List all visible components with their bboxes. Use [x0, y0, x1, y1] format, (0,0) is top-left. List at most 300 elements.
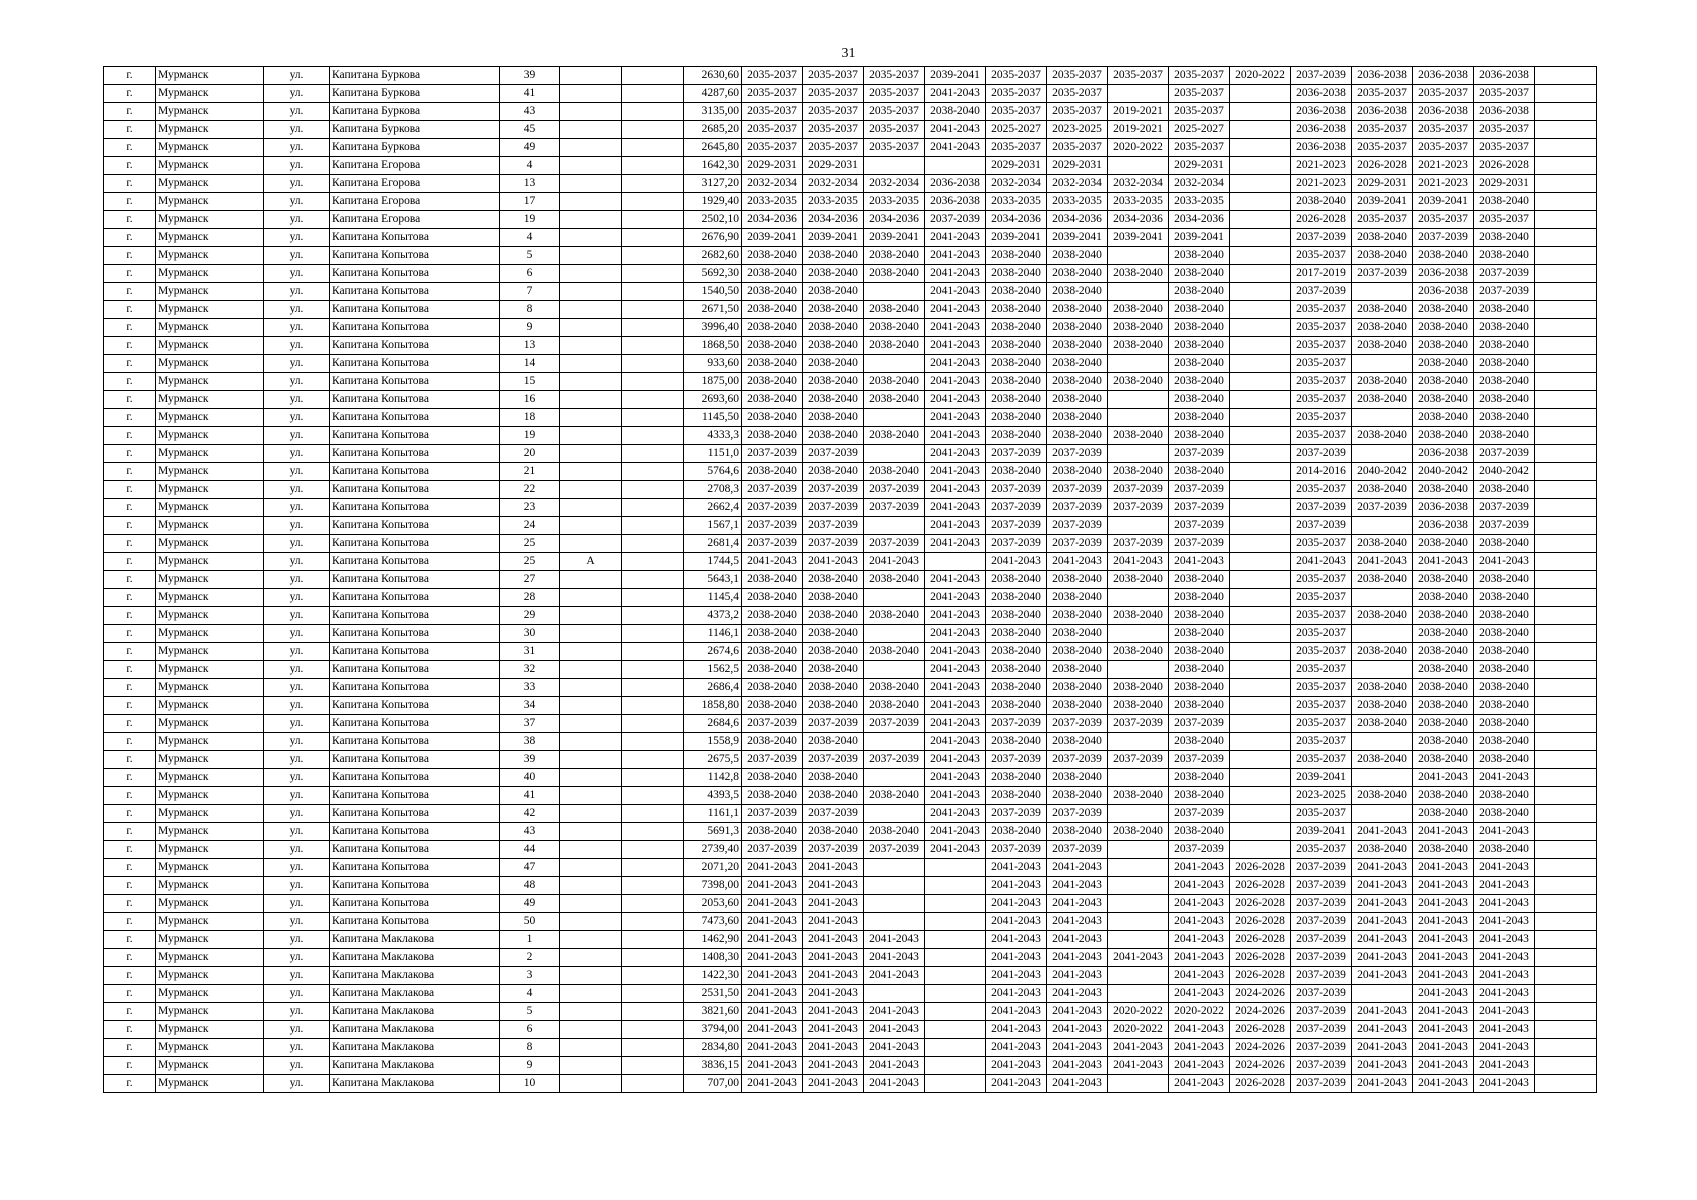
repair-period-cell: 2041-2043: [986, 1057, 1047, 1075]
table-row: [104, 661, 1597, 679]
house-number-cell: 45: [500, 121, 560, 139]
repair-period-cell: 2038-2040: [1474, 193, 1535, 211]
repair-period-cell: 2037-2039: [1352, 499, 1413, 517]
repair-period-cell: 2038-2040: [1474, 697, 1535, 715]
table-row: [104, 967, 1597, 985]
repair-period-cell: 2035-2037: [864, 139, 925, 157]
trailing-empty-cell: [1535, 373, 1597, 391]
repair-period-cell: 2035-2037: [1169, 85, 1230, 103]
repair-period-cell: [1230, 571, 1291, 589]
repair-period-cell: 2036-2038: [1474, 67, 1535, 85]
trailing-empty-cell: [1535, 283, 1597, 301]
repair-period-cell: [925, 931, 986, 949]
repair-period-cell: 2035-2037: [803, 85, 864, 103]
repair-period-cell: 2038-2040: [803, 283, 864, 301]
repair-period-cell: [925, 895, 986, 913]
locality-type-cell: г.: [104, 337, 156, 355]
repair-period-cell: [864, 589, 925, 607]
repair-period-cell: 2038-2040: [1108, 463, 1169, 481]
repair-period-cell: 2035-2037: [1291, 805, 1352, 823]
repair-period-cell: [1352, 445, 1413, 463]
area-cell: 1145,50: [684, 409, 742, 427]
repair-period-cell: 2041-2043: [1047, 859, 1108, 877]
repair-period-cell: 2041-2043: [1413, 1039, 1474, 1057]
street-type-cell: ул.: [264, 355, 330, 373]
repair-period-cell: 2037-2039: [1291, 517, 1352, 535]
table-row: [104, 841, 1597, 859]
locality-type-cell: г.: [104, 931, 156, 949]
repair-period-cell: 2038-2040: [864, 373, 925, 391]
blank-cell: [622, 823, 684, 841]
repair-period-cell: 2041-2043: [803, 1021, 864, 1039]
street-name-cell: Капитана Буркова: [330, 67, 500, 85]
repair-period-cell: 2036-2038: [1291, 85, 1352, 103]
repair-period-cell: 2035-2037: [864, 67, 925, 85]
repair-period-cell: 2041-2043: [1047, 967, 1108, 985]
repair-period-cell: 2037-2039: [864, 481, 925, 499]
area-cell: 1642,30: [684, 157, 742, 175]
repair-period-cell: 2041-2043: [986, 1075, 1047, 1093]
repair-period-cell: 2041-2043: [742, 859, 803, 877]
repair-period-cell: [1352, 805, 1413, 823]
table-row: [104, 823, 1597, 841]
repair-period-cell: 2025-2027: [986, 121, 1047, 139]
locality-type-cell: г.: [104, 139, 156, 157]
repair-period-cell: [1108, 895, 1169, 913]
repair-period-cell: 2038-2040: [864, 607, 925, 625]
area-cell: 707,00: [684, 1075, 742, 1093]
repair-period-cell: 2038-2040: [1047, 643, 1108, 661]
repair-period-cell: 2038-2040: [1169, 589, 1230, 607]
house-number-cell: 31: [500, 643, 560, 661]
city-cell: Мурманск: [156, 391, 264, 409]
repair-period-cell: 2041-2043: [1413, 859, 1474, 877]
repair-period-cell: [1108, 85, 1169, 103]
house-number-cell: 39: [500, 751, 560, 769]
trailing-empty-cell: [1535, 751, 1597, 769]
trailing-empty-cell: [1535, 103, 1597, 121]
street-name-cell: Капитана Копытова: [330, 805, 500, 823]
house-number-cell: 5: [500, 1003, 560, 1021]
repair-period-cell: [1108, 157, 1169, 175]
table-row: [104, 913, 1597, 931]
street-type-cell: ул.: [264, 517, 330, 535]
building-letter-cell: [560, 859, 622, 877]
repair-period-cell: [1230, 139, 1291, 157]
table-row: [104, 715, 1597, 733]
building-letter-cell: [560, 409, 622, 427]
repair-period-cell: 2038-2040: [1169, 247, 1230, 265]
repair-period-cell: 2038-2040: [1474, 661, 1535, 679]
house-number-cell: 28: [500, 589, 560, 607]
city-cell: Мурманск: [156, 265, 264, 283]
trailing-empty-cell: [1535, 391, 1597, 409]
area-cell: 2676,90: [684, 229, 742, 247]
area-cell: 5764,6: [684, 463, 742, 481]
area-cell: 7398,00: [684, 877, 742, 895]
repair-period-cell: 2038-2040: [1352, 319, 1413, 337]
repair-period-cell: 2033-2035: [1169, 193, 1230, 211]
repair-period-cell: [1108, 589, 1169, 607]
street-type-cell: ул.: [264, 157, 330, 175]
repair-period-cell: 2038-2040: [742, 265, 803, 283]
repair-period-cell: 2038-2040: [742, 697, 803, 715]
repair-period-cell: 2026-2028: [1474, 157, 1535, 175]
street-name-cell: Капитана Копытова: [330, 715, 500, 733]
trailing-empty-cell: [1535, 859, 1597, 877]
house-number-cell: 8: [500, 1039, 560, 1057]
repair-period-cell: 2041-2043: [925, 427, 986, 445]
trailing-empty-cell: [1535, 427, 1597, 445]
repair-period-cell: 2029-2031: [1169, 157, 1230, 175]
repair-period-cell: 2038-2040: [1352, 679, 1413, 697]
repair-period-cell: 2038-2040: [1413, 589, 1474, 607]
area-cell: 1868,50: [684, 337, 742, 355]
repair-period-cell: 2037-2039: [1291, 877, 1352, 895]
repair-period-cell: 2029-2031: [986, 157, 1047, 175]
building-letter-cell: [560, 499, 622, 517]
building-letter-cell: [560, 103, 622, 121]
table-row: [104, 265, 1597, 283]
street-type-cell: ул.: [264, 499, 330, 517]
repair-period-cell: 2038-2040: [1474, 535, 1535, 553]
repair-period-cell: 2037-2039: [1047, 517, 1108, 535]
city-cell: Мурманск: [156, 121, 264, 139]
building-letter-cell: [560, 1021, 622, 1039]
trailing-empty-cell: [1535, 1003, 1597, 1021]
repair-period-cell: 2035-2037: [986, 85, 1047, 103]
blank-cell: [622, 769, 684, 787]
locality-type-cell: г.: [104, 895, 156, 913]
repair-period-cell: 2038-2040: [1047, 373, 1108, 391]
repair-period-cell: 2037-2039: [864, 715, 925, 733]
city-cell: Мурманск: [156, 715, 264, 733]
repair-period-cell: [1230, 607, 1291, 625]
repair-period-cell: 2038-2040: [1474, 481, 1535, 499]
repair-period-cell: 2038-2040: [1474, 733, 1535, 751]
repair-period-cell: 2029-2031: [742, 157, 803, 175]
area-cell: 1558,9: [684, 733, 742, 751]
repair-period-cell: 2035-2037: [1291, 481, 1352, 499]
repair-period-cell: 2038-2040: [1169, 391, 1230, 409]
repair-period-cell: 2041-2043: [925, 823, 986, 841]
repair-period-cell: 2038-2040: [1474, 355, 1535, 373]
repair-period-cell: 2038-2040: [1352, 607, 1413, 625]
repair-period-cell: 2041-2043: [986, 877, 1047, 895]
locality-type-cell: г.: [104, 967, 156, 985]
repair-period-cell: 2041-2043: [925, 733, 986, 751]
repair-period-cell: [864, 877, 925, 895]
blank-cell: [622, 859, 684, 877]
repair-period-cell: 2038-2040: [986, 661, 1047, 679]
repair-period-cell: [864, 661, 925, 679]
street-name-cell: Капитана Егорова: [330, 175, 500, 193]
repair-period-cell: 2037-2039: [1108, 499, 1169, 517]
repair-period-cell: 2041-2043: [986, 913, 1047, 931]
repair-period-cell: 2038-2040: [864, 301, 925, 319]
repair-period-cell: 2038-2040: [1047, 463, 1108, 481]
repair-period-cell: [1230, 391, 1291, 409]
trailing-empty-cell: [1535, 211, 1597, 229]
repair-period-cell: 2037-2039: [742, 517, 803, 535]
repair-period-cell: [925, 1057, 986, 1075]
repair-period-cell: 2038-2040: [986, 337, 1047, 355]
repair-period-cell: 2038-2040: [986, 679, 1047, 697]
building-letter-cell: [560, 175, 622, 193]
repair-period-cell: 2038-2040: [986, 391, 1047, 409]
repair-period-cell: 2034-2036: [1047, 211, 1108, 229]
repair-period-cell: 2038-2040: [742, 319, 803, 337]
house-number-cell: 34: [500, 697, 560, 715]
trailing-empty-cell: [1535, 175, 1597, 193]
repair-period-cell: 2035-2037: [1291, 589, 1352, 607]
repair-period-cell: 2038-2040: [742, 247, 803, 265]
locality-type-cell: г.: [104, 211, 156, 229]
repair-period-cell: 2041-2043: [1474, 895, 1535, 913]
locality-type-cell: г.: [104, 1021, 156, 1039]
repair-period-cell: 2037-2039: [1291, 229, 1352, 247]
repair-period-cell: 2041-2043: [925, 391, 986, 409]
repair-period-cell: 2038-2040: [1169, 265, 1230, 283]
building-letter-cell: [560, 679, 622, 697]
repair-period-cell: 2035-2037: [1474, 85, 1535, 103]
repair-period-cell: 2038-2040: [1169, 697, 1230, 715]
repair-period-cell: 2035-2037: [1169, 139, 1230, 157]
area-cell: 1929,40: [684, 193, 742, 211]
repair-period-cell: 2038-2040: [864, 679, 925, 697]
repair-period-cell: [925, 877, 986, 895]
repair-period-cell: 2039-2041: [803, 229, 864, 247]
repair-period-cell: 2037-2039: [742, 715, 803, 733]
blank-cell: [622, 265, 684, 283]
repair-period-cell: 2024-2026: [1230, 985, 1291, 1003]
city-cell: Мурманск: [156, 157, 264, 175]
repair-period-cell: 2036-2038: [925, 193, 986, 211]
city-cell: Мурманск: [156, 571, 264, 589]
repair-period-cell: 2037-2039: [986, 805, 1047, 823]
house-number-cell: 44: [500, 841, 560, 859]
repair-period-cell: 2037-2039: [1169, 499, 1230, 517]
table-row: [104, 985, 1597, 1003]
street-type-cell: ул.: [264, 445, 330, 463]
repair-period-cell: [1230, 427, 1291, 445]
repair-period-cell: 2041-2043: [925, 499, 986, 517]
repair-period-cell: [1230, 247, 1291, 265]
repair-period-cell: 2038-2040: [1413, 697, 1474, 715]
table-row: [104, 787, 1597, 805]
street-name-cell: Капитана Копытова: [330, 319, 500, 337]
repair-period-cell: 2041-2043: [864, 1057, 925, 1075]
repair-period-cell: 2037-2039: [1291, 949, 1352, 967]
area-cell: 2675,5: [684, 751, 742, 769]
repair-period-cell: [1108, 409, 1169, 427]
street-type-cell: ул.: [264, 1039, 330, 1057]
trailing-empty-cell: [1535, 733, 1597, 751]
repair-period-cell: [1352, 985, 1413, 1003]
table-row: [104, 1003, 1597, 1021]
building-letter-cell: [560, 139, 622, 157]
repair-period-cell: 2037-2039: [1169, 445, 1230, 463]
repair-period-cell: 2035-2037: [1291, 391, 1352, 409]
street-type-cell: ул.: [264, 895, 330, 913]
table-row: [104, 139, 1597, 157]
street-name-cell: Капитана Копытова: [330, 589, 500, 607]
city-cell: Мурманск: [156, 643, 264, 661]
house-number-cell: 41: [500, 787, 560, 805]
city-cell: Мурманск: [156, 427, 264, 445]
trailing-empty-cell: [1535, 463, 1597, 481]
locality-type-cell: г.: [104, 463, 156, 481]
repair-period-cell: 2037-2039: [742, 499, 803, 517]
repair-period-cell: 2035-2037: [1291, 427, 1352, 445]
street-type-cell: ул.: [264, 1003, 330, 1021]
city-cell: Мурманск: [156, 859, 264, 877]
repair-period-cell: 2038-2040: [1352, 427, 1413, 445]
repair-period-cell: [1230, 517, 1291, 535]
street-type-cell: ул.: [264, 481, 330, 499]
repair-period-cell: 2035-2037: [986, 139, 1047, 157]
house-number-cell: 14: [500, 355, 560, 373]
street-name-cell: Капитана Маклакова: [330, 1039, 500, 1057]
repair-period-cell: 2035-2037: [1413, 211, 1474, 229]
repair-period-cell: 2039-2041: [1108, 229, 1169, 247]
repair-period-cell: 2037-2039: [864, 499, 925, 517]
repair-period-cell: [1230, 319, 1291, 337]
repair-period-cell: [1108, 445, 1169, 463]
repair-period-cell: 2037-2039: [1108, 481, 1169, 499]
building-letter-cell: [560, 427, 622, 445]
repair-period-cell: 2037-2039: [1108, 751, 1169, 769]
repair-period-cell: 2038-2040: [1474, 391, 1535, 409]
repair-period-cell: 2041-2043: [803, 967, 864, 985]
repair-period-cell: 2038-2040: [1413, 841, 1474, 859]
street-type-cell: ул.: [264, 967, 330, 985]
repair-period-cell: [1352, 355, 1413, 373]
repair-period-cell: 2038-2040: [986, 301, 1047, 319]
repair-period-cell: 2041-2043: [1474, 1021, 1535, 1039]
building-letter-cell: [560, 247, 622, 265]
repair-period-cell: 2041-2043: [986, 931, 1047, 949]
repair-period-cell: 2026-2028: [1230, 1075, 1291, 1093]
repair-period-cell: 2035-2037: [1291, 661, 1352, 679]
repair-period-cell: 2035-2037: [1291, 337, 1352, 355]
table-row: [104, 355, 1597, 373]
repair-period-cell: [925, 967, 986, 985]
repair-period-cell: 2035-2037: [1291, 355, 1352, 373]
repair-period-cell: 2035-2037: [803, 121, 864, 139]
repair-period-cell: [1108, 769, 1169, 787]
area-cell: 2630,60: [684, 67, 742, 85]
repair-period-cell: [1230, 409, 1291, 427]
building-letter-cell: [560, 913, 622, 931]
table-row: [104, 85, 1597, 103]
table-row: [104, 1057, 1597, 1075]
repair-period-cell: 2032-2034: [742, 175, 803, 193]
repair-period-cell: 2038-2040: [803, 823, 864, 841]
repair-period-cell: 2038-2040: [1169, 607, 1230, 625]
repair-period-cell: 2034-2036: [864, 211, 925, 229]
locality-type-cell: г.: [104, 229, 156, 247]
repair-period-cell: 2038-2040: [1352, 481, 1413, 499]
repair-period-cell: 2038-2040: [864, 823, 925, 841]
blank-cell: [622, 1039, 684, 1057]
repair-period-cell: 2041-2043: [1047, 1003, 1108, 1021]
building-letter-cell: [560, 67, 622, 85]
street-type-cell: ул.: [264, 805, 330, 823]
repair-period-cell: 2037-2039: [742, 445, 803, 463]
repair-period-cell: 2038-2040: [742, 589, 803, 607]
repair-period-cell: 2040-2042: [1474, 463, 1535, 481]
repair-period-cell: 2041-2043: [1169, 1057, 1230, 1075]
city-cell: Мурманск: [156, 949, 264, 967]
city-cell: Мурманск: [156, 751, 264, 769]
blank-cell: [622, 409, 684, 427]
repair-period-cell: 2041-2043: [742, 1021, 803, 1039]
repair-period-cell: 2038-2040: [986, 373, 1047, 391]
repair-period-cell: 2038-2040: [864, 787, 925, 805]
city-cell: Мурманск: [156, 355, 264, 373]
repair-period-cell: 2038-2040: [803, 355, 864, 373]
house-number-cell: 21: [500, 463, 560, 481]
repair-period-cell: 2038-2040: [1474, 679, 1535, 697]
building-letter-cell: [560, 841, 622, 859]
repair-period-cell: 2037-2039: [1474, 517, 1535, 535]
street-type-cell: ул.: [264, 931, 330, 949]
repair-period-cell: [1230, 283, 1291, 301]
repair-period-cell: 2041-2043: [925, 589, 986, 607]
house-number-cell: 20: [500, 445, 560, 463]
street-type-cell: ул.: [264, 679, 330, 697]
repair-period-cell: 2037-2039: [1291, 859, 1352, 877]
repair-period-cell: 2035-2037: [1291, 535, 1352, 553]
table-row: [104, 589, 1597, 607]
house-number-cell: 39: [500, 67, 560, 85]
repair-period-cell: 2041-2043: [925, 283, 986, 301]
repair-period-cell: [864, 625, 925, 643]
trailing-empty-cell: [1535, 409, 1597, 427]
repair-period-cell: 2038-2040: [1047, 679, 1108, 697]
repair-period-cell: 2041-2043: [986, 967, 1047, 985]
repair-period-cell: 2038-2040: [1047, 787, 1108, 805]
repair-period-cell: 2037-2039: [986, 499, 1047, 517]
repair-period-cell: 2041-2043: [1474, 967, 1535, 985]
repair-period-cell: 2041-2043: [1474, 913, 1535, 931]
area-cell: 2739,40: [684, 841, 742, 859]
repair-period-cell: 2038-2040: [986, 589, 1047, 607]
repair-period-cell: 2038-2040: [864, 319, 925, 337]
locality-type-cell: г.: [104, 985, 156, 1003]
repair-period-cell: 2038-2040: [864, 643, 925, 661]
repair-period-cell: 2038-2040: [1474, 643, 1535, 661]
locality-type-cell: г.: [104, 697, 156, 715]
repair-period-cell: 2038-2040: [742, 337, 803, 355]
repair-period-cell: 2026-2028: [1230, 895, 1291, 913]
table-row: [104, 535, 1597, 553]
repair-period-cell: 2037-2039: [1291, 913, 1352, 931]
repair-period-cell: 2041-2043: [803, 1075, 864, 1093]
repair-period-cell: 2041-2043: [864, 1039, 925, 1057]
repair-period-cell: 2037-2039: [803, 751, 864, 769]
repair-period-cell: 2035-2037: [742, 121, 803, 139]
repair-period-cell: [1108, 355, 1169, 373]
locality-type-cell: г.: [104, 265, 156, 283]
locality-type-cell: г.: [104, 1039, 156, 1057]
blank-cell: [622, 589, 684, 607]
street-name-cell: Капитана Копытова: [330, 247, 500, 265]
house-number-cell: 16: [500, 391, 560, 409]
city-cell: Мурманск: [156, 1057, 264, 1075]
repair-period-cell: 2038-2040: [1047, 607, 1108, 625]
